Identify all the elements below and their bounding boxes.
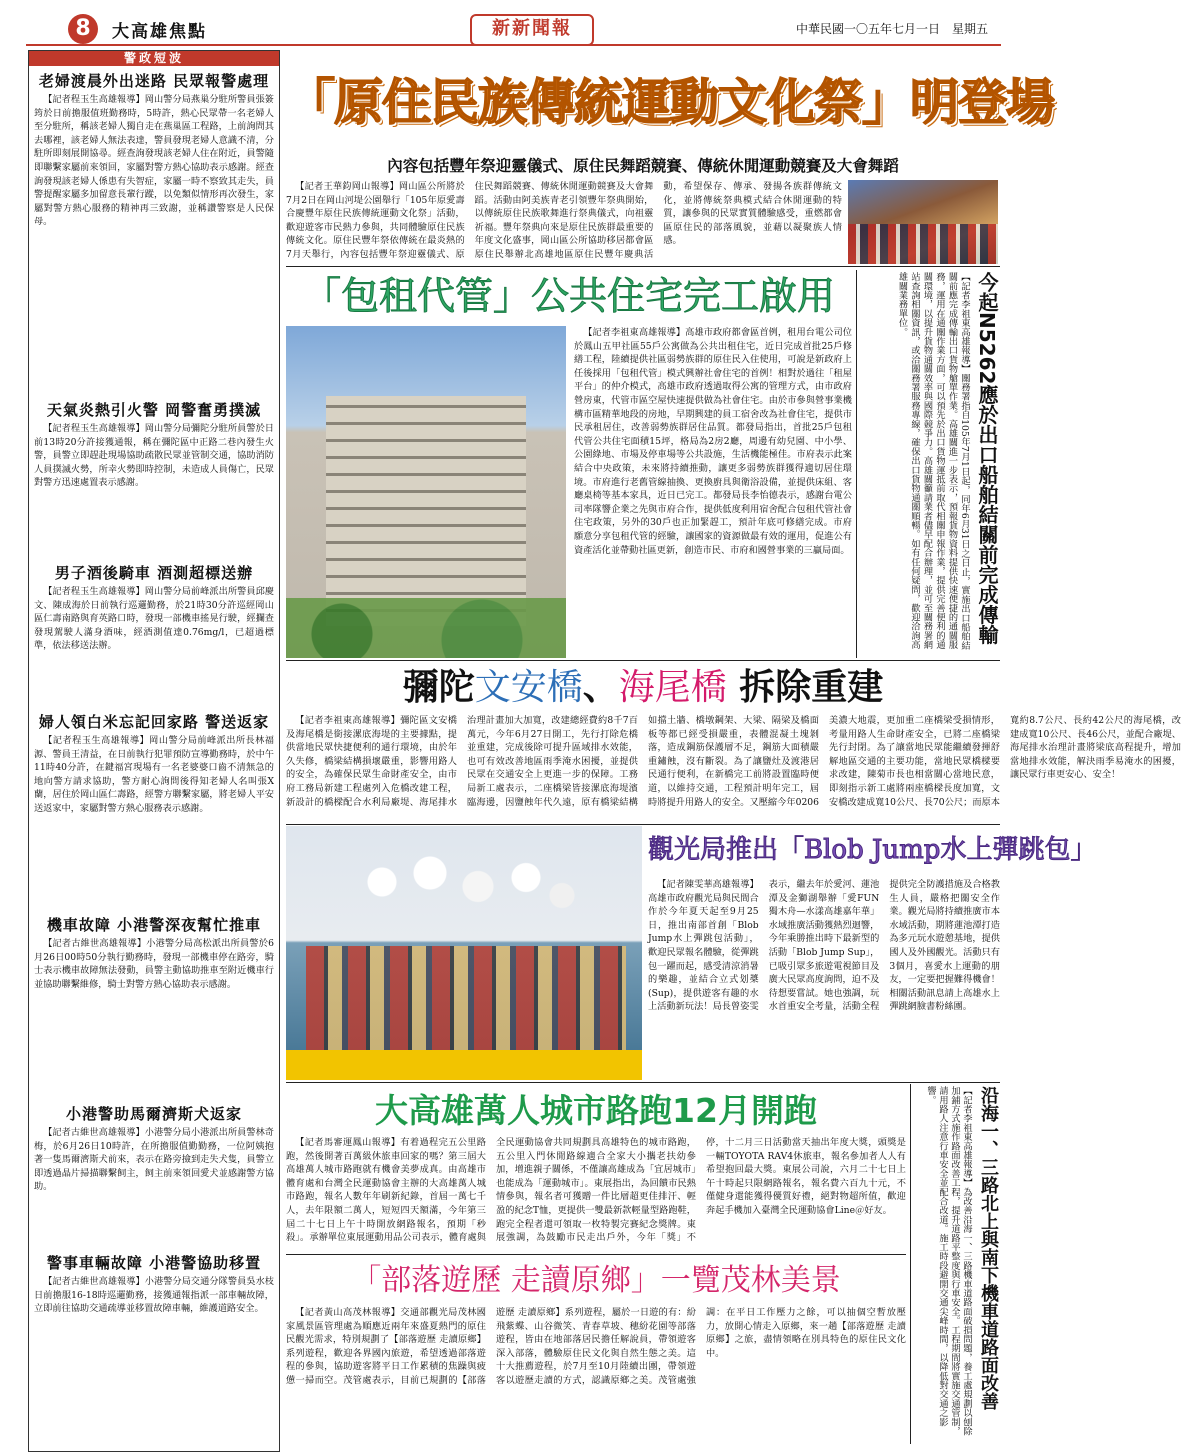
main-headline-block	[286, 52, 1055, 264]
page-number: 8	[75, 16, 91, 41]
bridge-title-place: 彌陀	[402, 667, 475, 708]
briefs-column	[28, 50, 280, 1452]
brief-1-body: 【記者程玉生高雄報導】岡山警分局燕巢分駐所警員張簽筠於日前擔服值班勤務時，5時許，熱心民眾帶一名老婦人至分駐所，稱該老婦人獨自走在燕巢區工程路，上前詢問其去哪裡，該老婦人無法表達，警員發現老婦人意識不清，分駐所即刻展開協尋。經查詢發現該老婦人住在附近，員警隨即聯繫家屬前來領回，家屬對警方熱心協助表示感謝。經查詢發現該老婦人係患有失智症，家屬一時不察致其走失，員警提醒家屬多加留意長輩行蹤，以免類似情形再次發生，家屬對警方熱心服務的精神再三致謝，並稱讚警察是人民保母。	[34, 94, 274, 228]
brief-5-title: 機車故障 小港警深夜幫忙推車	[46, 916, 262, 934]
people-image	[306, 946, 626, 1056]
main-headline-photo	[848, 180, 998, 264]
tribal-body: 【記者黃山高茂林報導】交通部觀光局茂林國家風景區管理處為順應近兩年來盛夏熱門的原住民觀光需求，特別規劃了【部落遊歷 走讀原鄉】系列遊程，歡迎各界國內旅遊，希望透過部落遊程的參與，協助遊客將平日工作累積的焦躁與疲憊一掃而空。茂管處表示，目前已規劃的【部落遊歷 走讀原鄉】系列遊程，屬於一日遊的有：紛飛紫蝶、山谷微笑、青春草坡、穗紛花園等部落遊程，皆由在地部落居民擔任解說員，帶領遊客深入部落，體驗原住民文化與自然生態之美。這十大推薦遊程，於7月至10月陸續出團，帶領遊客以遊歷走讀的方式，認識原鄉之美。茂管處強調：在平日工作壓力之餘，可以抽個空暫放壓力，放開心情走入原鄉，來一趟【部落遊歷 走讀原鄉】之旅，盡情領略在別具特色的原住民文化中。	[286, 1307, 906, 1386]
brief-6	[34, 1103, 274, 1248]
rule-customs	[856, 270, 857, 658]
main-headline-subtitle: 內容包括豐年祭迎靈儀式、原住民舞蹈競賽、傳統休閒運動競賽及大會舞蹈	[387, 157, 899, 175]
masthead-rule	[26, 44, 1001, 46]
road-block	[914, 1086, 1000, 1442]
tribal-title: 「部落遊歷 走讀原鄉」一覽茂林美景	[351, 1263, 841, 1298]
briefs-list	[29, 70, 279, 1357]
bridge-title	[286, 662, 1000, 714]
brief-1	[34, 70, 274, 395]
issue-date: 中華民國一〇五年七月一日 星期五	[795, 22, 988, 36]
page-number-badge	[68, 14, 98, 44]
logo-text: 新新聞報	[492, 18, 572, 39]
briefs-label: 警政短波	[29, 51, 279, 66]
blobjump-body: 【記者陳雯華高雄報導】高雄市政府觀光局與民間合作於今年夏天起至9月25日，推出南部首創「Blob Jump水上彈跳包活動」，歡迎民眾報名體驗，從彈跳包一躍而起，感受清涼消暑的樂趣，並結合立式划槳(Sup)，提供遊客有趣的水上活動新玩法！局長曾姿雯表示，繼去年於愛河、蓮池潭及金獅湖舉辦「愛FUN獨木舟—水漾高雄嘉年華」水域推廣活動獲熱烈迴響，今年乘勝推出時下最新型的活動「Blob Jump Sup」，已吸引眾多旅遊電視節目及廣大民眾高度詢問，迫不及待想要嘗試。她也強調，玩水首重安全考量，活動全程提供完全防護措施及合格教生人員，嚴格把關安全作業。觀光局將持續推廣市本水域活動，期將蓮池潭打造為多元玩水遊憩基地，提供國人及外國觀光。活動只有3個月，喜愛水上運動的朋友，一定要把握難得機會！相關活動訊息請上高雄水上彈跳網臉書粉絲團。	[648, 879, 1000, 1013]
customs-body: 【記者李祖東高雄報導】關務署指自105年7月1日起，同年6月31日之日止，實施出口船舶結關前應完成傳輸出口貨物艙單作業。高雄關進一步表示，預報貨物資料提供快速便捷的通關服務，運用在通關作業方面，可以預先於出口貨物運抵前取代相關申報作業，提供完善便利的通關環境，以提升貨物通關效率與國際競爭力。高雄關籲請業者儘早配合辦理，並可至關務署網站查詢相關資訊，或洽關務署服務專線，確保出口貨物通關順暢。如有任何疑問，歡迎洽詢高雄關業務單位。	[896, 272, 970, 650]
customs-title: 今起N5262應於出口船舶結關前完成傳輸	[975, 272, 999, 645]
brief-7-title: 警事車輛故障 小港警協助移置	[46, 1254, 262, 1272]
tree-image	[286, 598, 566, 658]
brief-6-body: 【記者古維世高雄報導】小港警分局小港派出所員警林奇梅，於6月26日10時許，在所擔服值勤勤務，一位阿姨抱著一隻馬爾濟斯犬前來，表示在路旁撿到走失犬隻，員警立即透過晶片掃描聯繫飼主，飼主前來領回愛犬並感謝警方協助。	[34, 1127, 274, 1193]
housing-photo	[286, 326, 566, 658]
building-image	[326, 396, 526, 626]
brief-7	[34, 1252, 274, 1357]
brief-6-title: 小港警助馬爾濟斯犬返家	[65, 1105, 242, 1123]
rule-4	[286, 1082, 1000, 1083]
bridge-title-action: 拆除重建	[739, 667, 884, 708]
brief-3	[34, 562, 274, 707]
rule-3	[286, 824, 1000, 825]
brief-4-body: 【記者程玉生高雄報導】岡山警分局前峰派出所長林福源、警員王清益，在日前執行犯罪預防宣導勤務時，於中午11時40分許，在鍵福宮現場有一名老婆婆口齒不清無急的地向警方請求協助，警方耐心詢問後得知老婦人名叫張X蘭，居住於岡山區仁壽路，經警方聯繫家屬，將老婦人平安送返家中，家屬對警方熱心服務表示感謝。	[34, 735, 274, 814]
brief-7-body: 【記者古維世高雄報導】小港警分局交通分隊警員吳水枝日前擔服16-18時巡邏勤務，接獲通報指派一部車輛故障，立即前往協助交通疏導並移置故障車輛，維護道路安全。	[34, 1276, 274, 1315]
masthead	[68, 14, 988, 42]
tribal-block	[286, 1256, 906, 1444]
bridge-title-haiwei: 海尾橋	[618, 667, 727, 708]
bridge-title-wenan: 文安橋	[474, 667, 583, 708]
brief-4	[34, 711, 274, 910]
section-name: 大高雄焦點	[112, 22, 207, 42]
rule-2	[286, 660, 1000, 661]
brief-1-title: 老婦渡晨外出迷路 民眾報警處理	[38, 72, 270, 90]
bridge-title-sep: 、	[582, 667, 619, 708]
rule-1	[286, 266, 1000, 267]
road-title: 沿海一、三路北上與南下機車道路面改善	[978, 1086, 999, 1410]
bridge-body: 【記者李祖東高雄報導】彌陀區文安橋及海尾橋是銜接漯底海堤的主要據點，提供當地民眾快捷便利的通行環境，由於年久失修，橋梁結構損壞嚴重，影響用路人的安全，為確保民眾生命財產安全，由市府工務局新建工程處列入危橋改建工程，新設計的橋樑配合水利局廠堤、海尾排水治理計畫加大加寬，改建總經費約8千7百萬元，今年6月27日開工，先行打除危橋並重建，完成後除可提升區域排水效能，也可有效改善地區雨季淹水困擾，並提供民眾在交通安全上更進一步的保障。工務局新工處表示，二座橋梁皆接漯底海堤濱臨海邊，因鹽蝕年代久遠，原有橋梁結構如擋土牆、橋墩鋼架、大梁、隔梁及橋面板等都已經受損嚴重，表體混凝土塊剝落，造成鋼筋保護層不足，鋼筋大面積嚴重鏽蝕，沒有斷裂。為了讓鹽灶及渡港居民通行便利，在新橋完工前將設置臨時便道，以維持交通，工程預計明年完工，屆時將提升用路人的安全。又壓縮今年0206美濃大地震，更加重二座橋梁受損情形，考量用路人生命財產安全，已將二座橋梁先行封閉。為了讓當地民眾能繼續發揮舒解地區交通的主要功能，當地民眾橋樑要求改建，陳菊市長也相當關心當地民意，即刻指示新工處將兩座橋樑長度加寬，文安橋改建成寬10公尺、長70公尺；而原本寬約8.7公尺、長約42公尺的海尾橋，改建成寬10公尺、長46公尺，並配合廠堤、海尾排水治理計畫將梁底高程提升，增加當地排水效能，解決雨季易淹水的困擾，讓民眾行車更安心、安全！	[286, 715, 1181, 808]
blobjump-block	[286, 826, 1097, 1080]
main-headline-body: 【記者王華鈞岡山報導】岡山區公所將於7月2日在岡山河堤公園舉行「105年原愛壽合慶豐年原住民族傳統運動文化祭」活動，歡迎遊客市民熱力參與，共同體驗原住民族傳統文化。原住民豐年祭依傳統在最炎熱的7月天舉行，內容包括豐年祭迎靈儀式、原住民舞蹈競賽、傳統休閒運動競賽及大會舞蹈。活動由阿美族青老引領豐年祭典開始，以傳統原住民族歌舞進行祭典儀式，向祖靈祈福。豐年祭典向來是原住民族群最重要的年度文化盛事，岡山區公所協助移居都會區原住民舉辦北高雄地區原住民豐年慶典活動，希望保存、傳承、發揚各族群傳統文化，並將傳統祭典模式結合休閒運動的特質，讓參與的民眾實質體驗感受，重燃都會區原住民的部落風貌，並藉以凝聚族人情感。	[286, 181, 842, 260]
brief-5-body: 【記者古維世高雄報導】小港警分局高松派出所員警於6月26日00時50分執行勤務時，發現一部機車停在路旁，騎士表示機車故障無法發動，員警主動協助推車至附近機車行並協助聯繫維修，騎士對警方熱心協助表示感謝。	[34, 938, 274, 990]
blobjump-title: 觀光局推出「Blob Jump水上彈跳包」	[648, 835, 1097, 865]
rule-5	[286, 1254, 906, 1255]
road-body: 【記者李祖東高雄報導】為改善沿海一、三路機車道路面破損問題，養工處規劃以刨除加鋪方式施作路面改善工程，提升道路平整度與行車安全。工程期間將實施交通管制，請用路人注意行車安全並配合改道。施工時段避開交通尖峰時間，以降低對交通之影響。	[925, 1086, 972, 1436]
bridge-block	[286, 662, 1181, 822]
brief-2-body: 【記者程玉生高雄報導】岡山警分局彌陀分駐所員警於日前13時20分許接獲通報，稱在彌陀區中正路二巷內發生火警，員警立即趕赴現場協助疏散民眾並管制交通，協助消防人員撲滅火勢，所幸火勢即時控制，未造成人員傷亡，民眾對警方迅速處置表示感謝。	[34, 423, 274, 489]
marathon-body: 【記者馬審運鳳山報導】有着過程完五公里路跑，然後開著百萬級休旅車回家的嗎？第三屆大高雄萬人城市路跑就有機會美夢成真。由高雄市體育處和台灣全民運動協會主辦的大高雄萬人城市路跑，報名人數年年刷新紀錄，首屆一萬七千人，去年限額二萬人，短短四天額滿，今年第三屆二十七日上午十時開放網路報名，預期「秒殺」。承辦單位東展運動用品公司表示，體育處與全民運動協會共同規劃具高雄特色的城市路跑，五公里入門休閒路線適合全家大小攜老扶幼參加，增進親子關係，不僅讓高雄成為「宜居城市」也能成為「運動城市」。東展指出，為回饋市民熱情參與，報名者可獲贈一件比層超更佳排汗、輕盈的紀念T恤，更提供一雙最新款輕量型路跑鞋，跑完全程者還可領取一枚特製完賽紀念獎牌。東展強調，為鼓勵市民走出戶外，今年「獎」不停，十二月三日活動當天抽出年度大獎，頭獎是一輛TOYOTA RAV4休旅車，報名參加者人人有希望抱回最大獎。東展公司說，六月二十七日上午十時起只限網路報名，報名費六百九十元，不僅健身還能獲得優質好禮，絕對物超所值，歡迎奔起手機加入臺灣全民運動協會Line＠好友。	[286, 1137, 906, 1244]
blobjump-photo	[286, 826, 642, 1080]
housing-title: 「包租代管」公共住宅完工啟用	[302, 274, 835, 318]
main-headline-title: 「原住民族傳統運動文化祭」明登場	[286, 73, 1055, 131]
marathon-block	[286, 1086, 906, 1252]
raft-image	[286, 1050, 642, 1080]
balloons-image	[346, 846, 586, 936]
rule-road	[910, 1084, 911, 1444]
brief-5	[34, 914, 274, 1099]
brief-3-body: 【記者程玉生高雄報導】岡山警分局前峰派出所警員邱慶文、陳成海於日前執行巡邏勤務，於21時30分許巡經岡山區仁壽南路與育英路口時，發現一部機車搖晃行駛，經攔查發現駕駛人滿身酒味，經酒測值達0.76mg/l，已超過標準，依法移送法辦。	[34, 586, 274, 652]
brief-4-title: 婦人領白米忘記回家路 警送返家	[38, 713, 270, 731]
dancers-image	[848, 224, 998, 264]
masthead-logo	[470, 14, 594, 46]
marathon-title: 大高雄萬人城市路跑12月開跑	[375, 1091, 817, 1130]
housing-body: 【記者李祖東高雄報導】高雄市政府都會區首例，租用台電公司位於鳳山五甲社區55戶公寓做為公共出租住宅，近日完成首批25戶修繕工程，陸續提供社區弱勢族群的原住民入住使用，可說是新政府上任後採用「包租代管」模式興辦社會住宅的首例！相對於過往「租屋平台」的仲介模式，高雄市政府透過取得公寓的管理方式，由市政府營房東，代管市區空屋快速提供做為社會住宅。由於市參與營事業機構市區精華地段的房地，早期興建的員工宿舍改為社會住宅，提供市民承租居住，改善弱勢族群居住品質。都發局指出，首批25戶包租代管公共住宅面積15坪，格局為2房2廳，周邊有幼兒園、中小學、公園綠地、市場及停車場等公共設施，生活機能極佳。市府表示此案結合中央政策，未來將持續推動，讓更多弱勢族群獲得適切居住環境。市府進行老舊管線抽換、更換廚具與衛浴設備，並提供床組、客廳桌椅等基本家具，近日已完工。都發局長李怡德表示，感謝台電公司率隊響企業之先與市府合作，提供低度利用宿舍配合包租代管社會住宅政策，另外的30戶也正加緊趕工，預計年底可修繕完成。市府願意分享包租代管的經驗，讓國家的資源做最有效的運用，促進公有資產活化並帶動社區更新，創造市民、市府和國營事業的三贏局面。	[574, 327, 852, 556]
brief-3-title: 男子酒後騎車 酒測超標送辦	[54, 564, 254, 582]
brief-2	[34, 399, 274, 558]
brief-2-title: 天氣炎熱引火警 岡警奮勇撲滅	[46, 401, 262, 419]
housing-block	[286, 270, 852, 658]
bridge-title-space	[727, 667, 740, 708]
customs-block	[860, 272, 1000, 656]
